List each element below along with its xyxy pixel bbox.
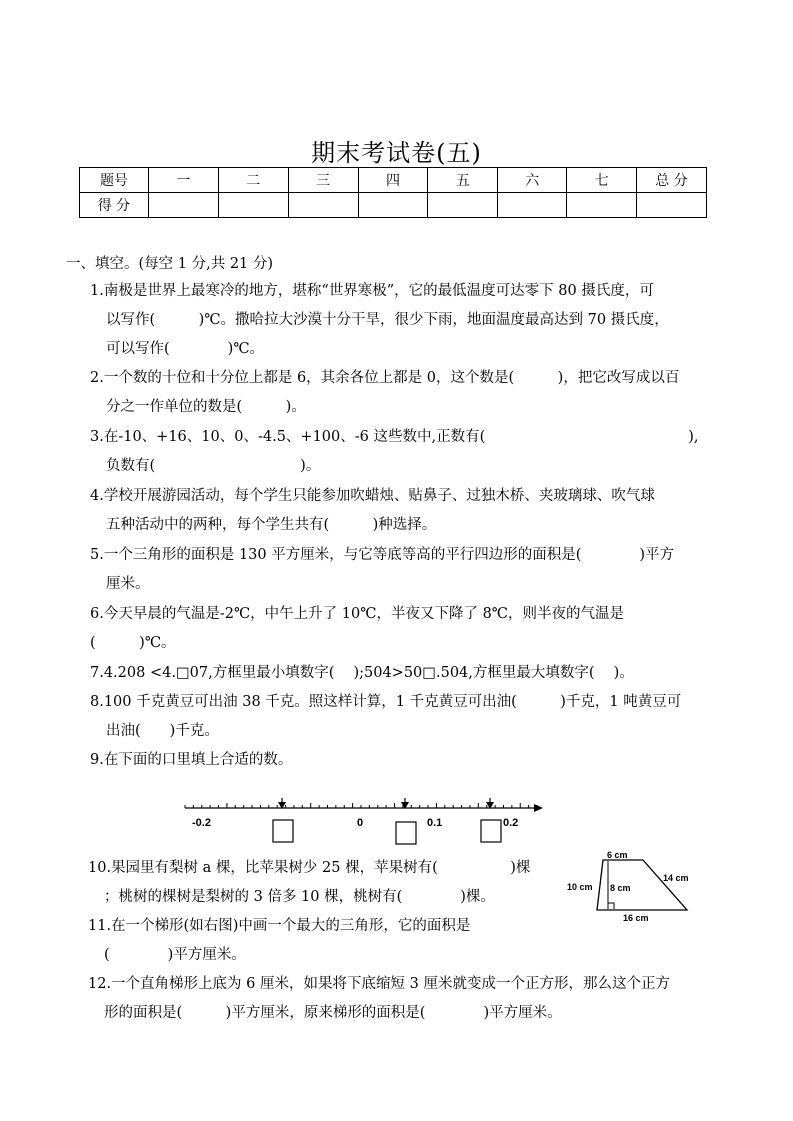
question-6	[90, 600, 624, 658]
question-line: 以写作( )℃。撒哈拉大沙漠十分干旱，很少下雨，地面温度最高达到 70 摄氏度，	[106, 312, 669, 328]
question-9	[90, 746, 292, 775]
question-line: 8.100 千克黄豆可出油 38 千克。照这样计算，1 千克黄豆可出油( )千克，1 吨黄豆可	[90, 694, 682, 710]
question-12	[88, 970, 670, 1028]
question-10	[88, 854, 530, 912]
answer-marker-2	[396, 798, 416, 844]
header-cell: 一	[148, 168, 218, 193]
answer-box[interactable]	[273, 820, 293, 842]
tick-label-0: 0	[357, 817, 364, 829]
score-table	[79, 167, 707, 218]
question-line: 2.一个数的十位和十分位上都是 6，其余各位上都是 0，这个数是( )，把它改写成以百	[90, 370, 680, 386]
bottom-base-label: 16 cm	[623, 913, 649, 923]
header-cell: 总 分	[637, 168, 707, 193]
top-base-label: 6 cm	[607, 850, 628, 860]
slant-side-label: 14 cm	[663, 873, 689, 883]
exam-title: 期末考试卷(五)	[311, 139, 482, 167]
score-cell[interactable]	[148, 193, 218, 218]
right-angle-mark	[608, 903, 614, 909]
tick-label-0-2: 0.2	[503, 817, 519, 829]
tick-label-0-1: 0.1	[427, 817, 443, 829]
question-1	[90, 277, 669, 364]
tick-label-neg-0-2: -0.2	[192, 817, 211, 829]
question-line: ( )平方厘米。	[104, 947, 246, 963]
question-line: 9.在下面的口里填上合适的数。	[90, 752, 293, 768]
question-line: 可以写作( )℃。	[106, 341, 265, 357]
answer-box[interactable]	[396, 822, 416, 844]
question-11	[88, 912, 470, 970]
header-cell: 五	[428, 168, 498, 193]
question-line: 1.南极是世界上最寒冷的地方，堪称“世界寒极”，它的最低温度可达零下 80 摄氏度，可	[90, 283, 654, 299]
header-cell: 二	[218, 168, 288, 193]
number-line-figure	[175, 793, 555, 855]
trapezoid-figure	[563, 848, 698, 924]
score-cell[interactable]	[428, 193, 498, 218]
question-5	[90, 541, 674, 599]
question-line: 负数有( )。	[106, 458, 321, 474]
question-line: 6.今天早晨的气温是-2℃，中午上升了 10℃，半夜又下降了 8℃，则半夜的气温是	[90, 606, 625, 622]
question-line: 4.学校开展游园活动，每个学生只能参加吹蜡烛、贴鼻子、过独木桥、夹玻璃球、吹气球	[90, 488, 655, 504]
header-cell: 三	[288, 168, 358, 193]
question-line: 3.在-10、+16、10、0、-4.5、+100、-6 这些数中,正数有( ),	[90, 429, 699, 445]
header-cell: 题号	[80, 168, 149, 193]
answer-marker-3	[481, 798, 501, 842]
score-row-label: 得 分	[80, 193, 149, 218]
question-line: 形的面积是( )平方厘米，原来梯形的面积是( )平方厘米。	[104, 1005, 562, 1021]
question-line: 五种活动中的两种，每个学生共有( )种选择。	[106, 517, 437, 533]
score-cell[interactable]	[567, 193, 637, 218]
score-cell[interactable]	[358, 193, 428, 218]
question-line: ( )℃。	[90, 635, 176, 651]
left-side-label: 10 cm	[567, 882, 593, 892]
question-line: 11.在一个梯形(如右图)中画一个最大的三角形，它的面积是	[88, 918, 471, 934]
number-line-arrowhead	[534, 804, 543, 812]
score-table-header-row	[80, 168, 707, 193]
question-line: 7.4.208 <4.□07,方框里最小填数字( );504>50□.504,方框里最大填数字( )。	[90, 665, 634, 681]
score-cell[interactable]	[498, 193, 567, 218]
question-3	[90, 423, 699, 481]
question-line: 5.一个三角形的面积是 130 平方厘米，与它等底等高的平行四边形的面积是( )平方	[90, 547, 675, 563]
score-cell[interactable]	[288, 193, 358, 218]
question-8	[90, 688, 681, 746]
score-cell[interactable]	[637, 193, 707, 218]
height-label: 8 cm	[610, 883, 631, 893]
question-line: 厘米。	[106, 576, 150, 592]
header-cell: 四	[358, 168, 428, 193]
section-heading: 一、填空。(每空 1 分,共 21 分)	[66, 256, 274, 272]
score-cell[interactable]	[218, 193, 288, 218]
answer-marker-1	[273, 798, 293, 842]
question-line: 分之一作单位的数是( )。	[106, 399, 306, 415]
question-line: 12.一个直角梯形上底为 6 厘米，如果将下底缩短 3 厘米就变成一个正方形，那么这个正方	[88, 976, 670, 992]
answer-box[interactable]	[481, 820, 501, 842]
question-4	[90, 482, 655, 540]
question-line: 10.果园里有梨树 a 棵，比苹果树少 25 棵，苹果树有( )棵	[88, 860, 531, 876]
header-cell: 六	[498, 168, 567, 193]
header-cell: 七	[567, 168, 637, 193]
question-7	[90, 659, 634, 688]
number-line-ticks	[185, 803, 537, 808]
question-line: 出油( )千克。	[106, 723, 219, 739]
question-2	[90, 364, 679, 422]
score-table-score-row	[80, 193, 707, 218]
question-line: ；桃树的棵树是梨树的 3 倍多 10 棵，桃树有( )棵。	[104, 889, 495, 905]
